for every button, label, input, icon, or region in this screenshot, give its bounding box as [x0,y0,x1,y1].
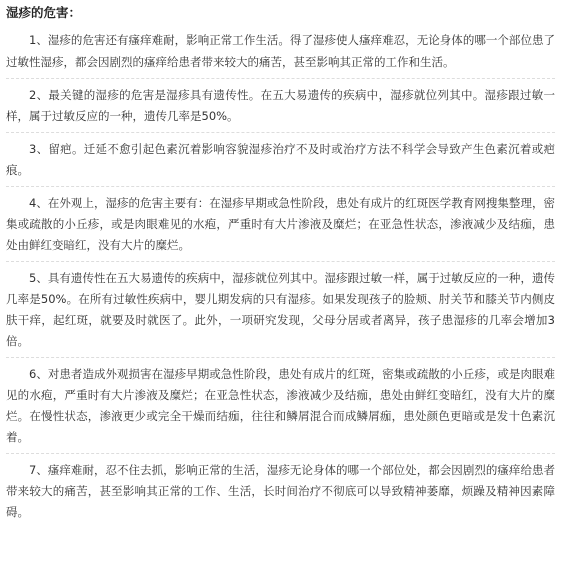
article-title: 湿疹的危害： [6,5,82,20]
divider [6,78,555,79]
paragraph-7: 7、瘙痒难耐，忍不住去抓，影响正常的生活，湿疹无论身体的哪一个部位处，都会因剧烈的瘙痒给患者带来较大的痛苦，甚至影响其正常的工作、生活，长时间治疗不彻底可以导致精神萎靡，烦躁及精神因素障碍。 [6,463,555,519]
paragraph-6: 6、对患者造成外观损害在湿疹早期或急性阶段，患处有成片的红斑，密集或疏散的小丘疹，或是肉眼难见的水疱，严重时有大片渗液及糜烂；在亚急性状态，渗液减少及结痂，患处由鲜红变暗红，没有大片的糜烂。在慢性状态，渗液更少或完全干燥而结痂，往往和鳞屑混合而成鳞屑痂，患处颜色更暗或是发十色素沉着。 [6,367,555,444]
divider [6,132,555,133]
divider [6,261,555,262]
divider [6,186,555,187]
paragraph-4: 4、在外观上，湿疹的危害主要有：在湿疹早期或急性阶段，患处有成片的红斑医学教育网搜集整理，密集或疏散的小丘疹，或是肉眼难见的水疱，严重时有大片渗液及糜烂；在亚急性状态，渗液减少及结痂，患处由鲜红变暗红，没有大片的糜烂。 [6,196,555,252]
divider [6,453,555,454]
paragraph-2: 2、最关键的湿疹的危害是湿疹具有遗传性。在五大易遗传的疾病中，湿疹就位列其中。湿疹跟过敏一样，属于过敏反应的一种，遗传几率是50%。 [6,88,555,123]
divider [6,357,555,358]
paragraph-3: 3、留疤。迁延不愈引起色素沉着影响容貌湿疹治疗不及时或治疗方法不科学会导致产生色素沉着或疤痕。 [6,142,555,177]
paragraph-5: 5、具有遗传性在五大易遗传的疾病中，湿疹就位列其中。湿疹跟过敏一样，属于过敏反应的一种，遗传几率是50%。在所有过敏性疾病中，婴儿期发病的只有湿疹。如果发现孩子的脸颊、肘关节和膝关节内侧皮肤干痒，起红斑，就要及时就医了。此外，一项研究发现，父母分居或者离异，孩子患湿疹的几率会增加3倍。 [6,271,555,348]
paragraph-1: 1、湿疹的危害还有瘙痒难耐，影响正常工作生活。得了湿疹使人瘙痒难忍，无论身体的哪一个部位患了过敏性湿疹，都会因剧烈的瘙痒给患者带来较大的痛苦，甚至影响其正常的工作和生活。 [6,33,555,69]
